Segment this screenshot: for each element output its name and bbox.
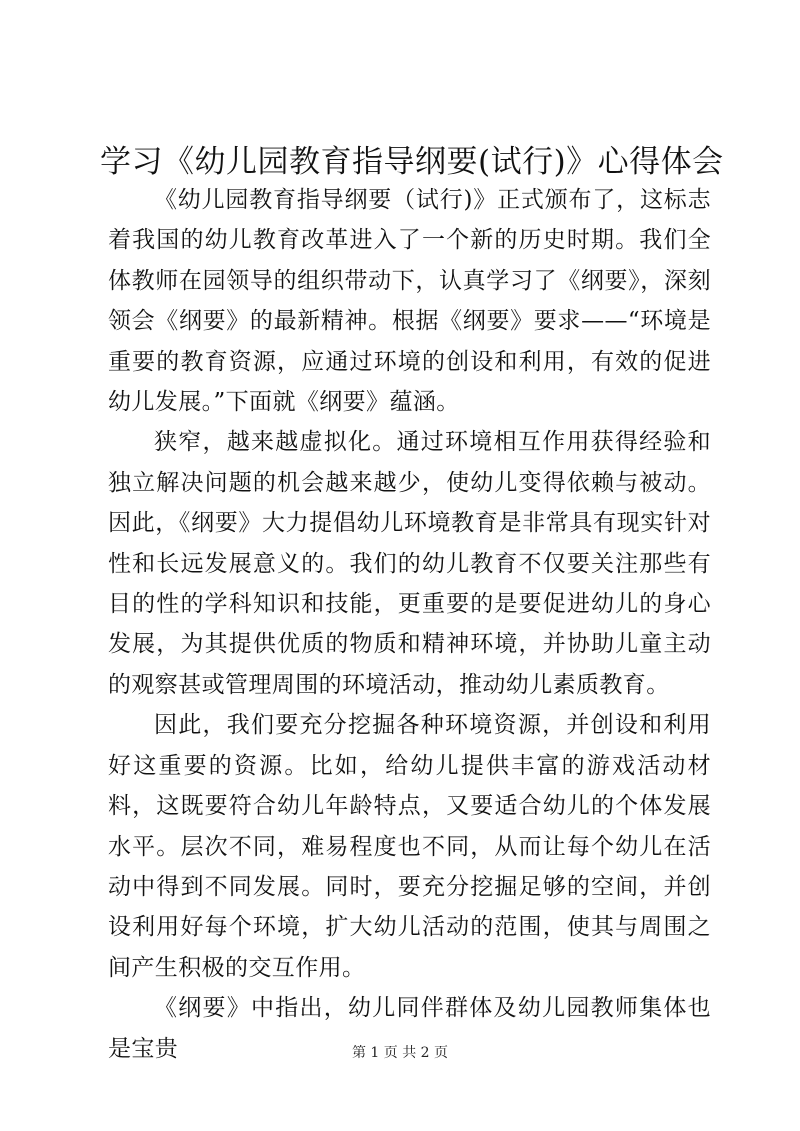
paragraph-4: 《纲要》中指出，幼儿同伴群体及幼儿园教师集体也是宝贵 [108, 995, 711, 1062]
page-number-footer: 第 1 页 共 2 页 [351, 1045, 449, 1061]
paragraph-1: 《幼儿园教育指导纲要（试行)》正式颁布了，这标志着我国的幼儿教育改革进入了一个新的历史时期。我们全体教师在园领导的组织带动下，认真学习了《纲要》，深刻领会《纲要》的最新精神。根据《纲要》要求——“环境是重要的教育资源，应通过环境的创设和利用，有效的促进幼儿发展。”下面就《纲要》蕴涵。 [108, 187, 711, 416]
paragraph-3: 因此，我们要充分挖掘各种环境资源，并创设和利用好这重要的资源。比如，给幼儿提供丰富的游戏活动材料，这既要符合幼儿年龄特点，又要适合幼儿的个体发展水平。层次不同，难易程度也不同，从而让每个幼儿在活动中得到不同发展。同时，要充分挖掘足够的空间，并创设利用好每个环境，扩大幼儿活动的范围，使其与周围之间产生积极的交互作用。 [108, 712, 711, 981]
page-title: 学习《幼儿园教育指导纲要(试行)》心得体会 [100, 144, 724, 180]
document-body [108, 180, 711, 1069]
paragraph-2: 狭窄，越来越虚拟化。通过环境相互作用获得经验和独立解决问题的机会越来越少，使幼儿变得依赖与被动。因此，《纲要》大力提倡幼儿环境教育是非常具有现实针对性和长远发展意义的。我们的幼儿教育不仅要关注那些有目的性的学科知识和技能，更重要的是要促进幼儿的身心发展，为其提供优质的物质和精神环境，并协助儿童主动的观察甚或管理周围的环境活动，推动幼儿素质教育。 [108, 429, 711, 698]
